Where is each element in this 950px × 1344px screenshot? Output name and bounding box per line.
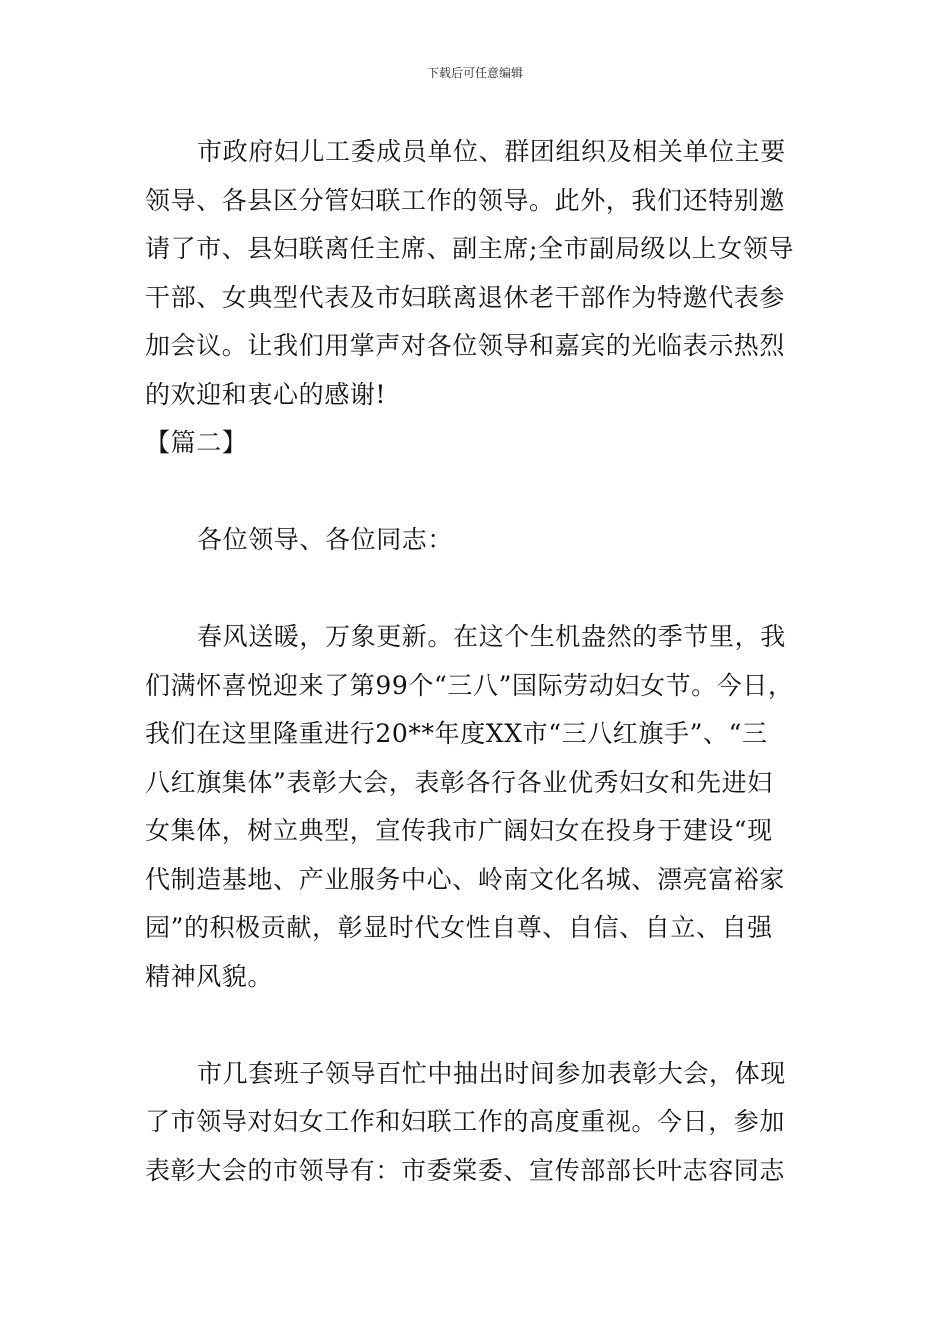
text-line: 请了市、县妇联离任主席、副主席;全市副局级以上女领导 (145, 234, 795, 263)
text-line: 市几套班子领导百忙中抽出时间参加表彰大会，体现 (197, 1058, 786, 1088)
document-body (145, 128, 815, 1195)
paragraph-3 (145, 1050, 815, 1196)
text-line: 的欢迎和衷心的感谢! (145, 379, 387, 409)
text-line: 精神风貌。 (145, 961, 274, 991)
spacer (145, 468, 815, 517)
text-line: 春风送暖，万象更新。在这个生机盎然的季节里，我 (197, 622, 786, 651)
text-line: 市政府妇儿工委成员单位、群团组织及相关单位主要 (197, 137, 786, 166)
text-line: 八红旗集体”表彰大会，表彰各行各业优秀妇女和先进妇 (145, 767, 773, 797)
section-heading: 【篇二】 (145, 428, 248, 457)
text-line: 加会议。让我们用掌声对各位领导和嘉宾的光临表示热烈 (145, 331, 786, 360)
spacer (145, 565, 815, 614)
paragraph-1 (145, 128, 815, 419)
text-line: 园”的积极贡献，彰显时代女性自尊、自信、自立、自强 (145, 913, 773, 942)
paragraph-2 (145, 613, 815, 1001)
text-line: 女集体，树立典型，宣传我市广阔妇女在投身于建设“现 (145, 816, 773, 845)
text-line: 们满怀喜悦迎来了第99个“三八”国际劳动妇女节。今日， (145, 670, 794, 700)
text-line: 干部、女典型代表及市妇联离退休老干部作为特邀代表参 (145, 282, 786, 312)
text-line: 了市领导对妇女工作和妇联工作的高度重视。今日，参加 (145, 1107, 786, 1136)
text-line: 代制造基地、产业服务中心、岭南文化名城、漂亮富裕家 (145, 864, 786, 894)
page-header: 下载后可任意编辑 (426, 66, 523, 80)
text-line: 我们在这里隆重进行20**年度XX市“三八红旗手”、“三 (145, 719, 768, 748)
salutation: 各位领导、各位同志： (197, 525, 454, 554)
spacer (145, 1001, 815, 1050)
text-line: 领导、各县区分管妇联工作的领导。此外，我们还特别邀 (145, 185, 786, 215)
text-line: 表彰大会的市领导有：市委棠委、宣传部部长叶志容同志 (145, 1155, 786, 1185)
